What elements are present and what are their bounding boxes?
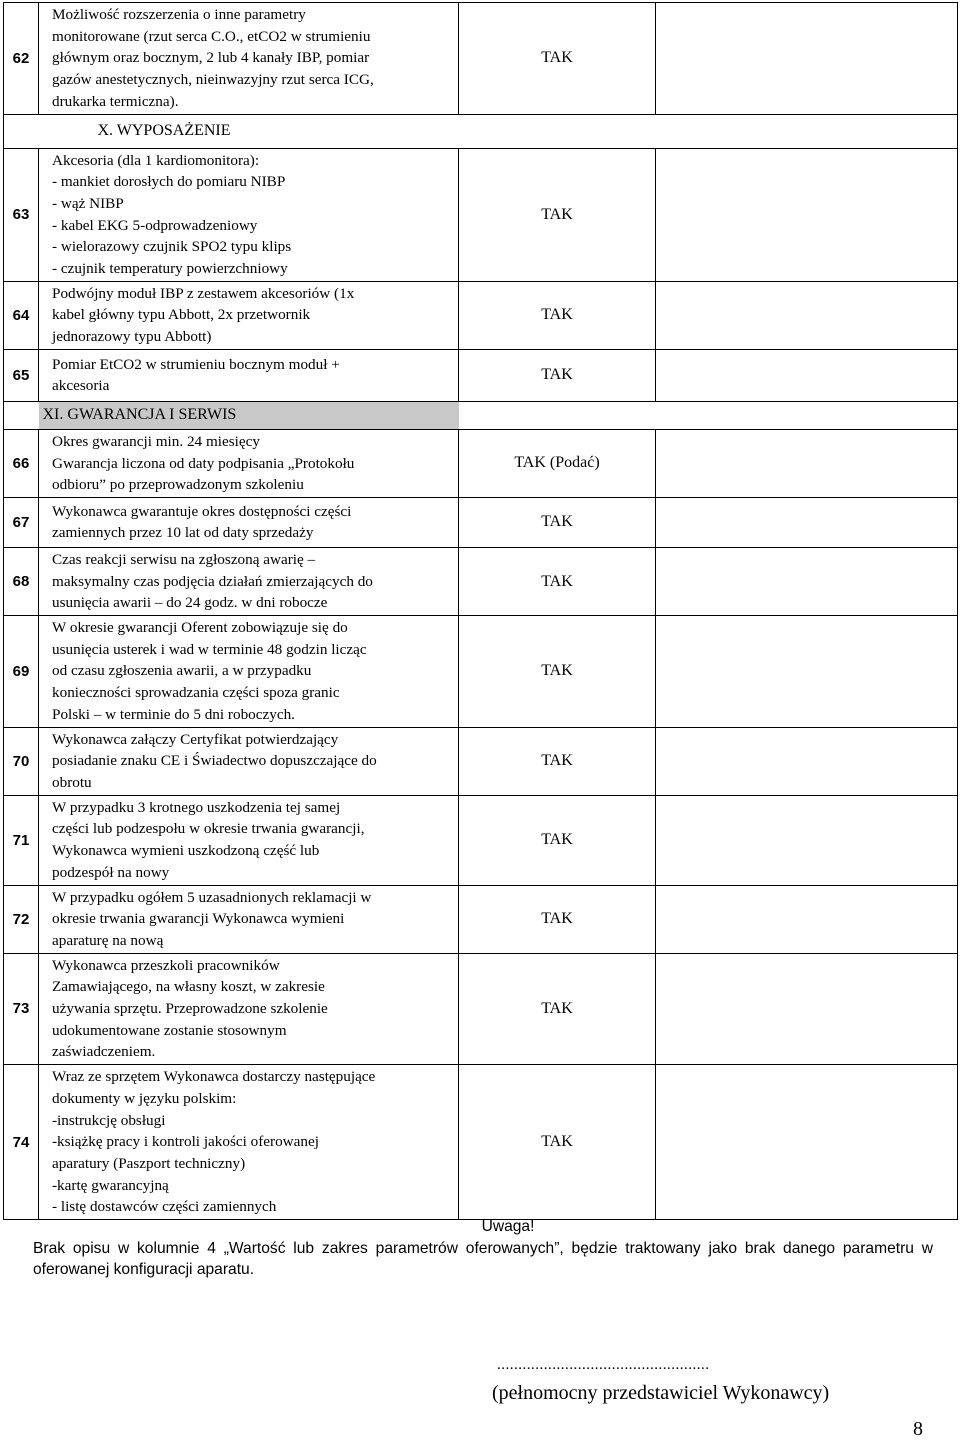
offered-value-cell[interactable] xyxy=(656,281,958,349)
description-line: Okres gwarancji min. 24 miesięcy xyxy=(52,432,260,450)
description-line: W przypadku ogółem 5 uzasadnionych reklamacji w xyxy=(52,888,372,906)
row-number: 63 xyxy=(4,148,39,281)
section-heading xyxy=(39,114,459,148)
description-line: zaświadczeniem. xyxy=(52,1043,156,1061)
description-line: aparatury (Paszport techniczny) xyxy=(52,1154,246,1172)
description-line: głównym oraz bocznym, 2 lub 4 kanały IBP, pomiar xyxy=(52,49,370,67)
section-title: XI. GWARANCJA I SERWIS xyxy=(42,406,237,424)
description-line: maksymalny czas podjęcia działań zmierzających do xyxy=(52,572,373,590)
row-answer: TAK xyxy=(459,616,656,728)
row-description xyxy=(39,885,459,953)
specification-table-body xyxy=(4,3,958,1220)
description-line: Wraz ze sprzętem Wykonawca dostarczy następujące xyxy=(52,1068,376,1086)
table-row xyxy=(4,953,958,1065)
description-line: od czasu zgłoszenia awarii, a w przypadku xyxy=(52,662,312,680)
row-answer: TAK xyxy=(459,349,656,401)
row-number: 74 xyxy=(4,1065,39,1220)
page-number: 8 xyxy=(913,1418,923,1440)
description-line: - mankiet dorosłych do pomiaru NIBP xyxy=(52,173,286,191)
section-row xyxy=(4,114,958,148)
row-answer: TAK (Podać) xyxy=(459,429,656,497)
description-line: posiadanie znaku CE i Świadectwo dopuszczające do xyxy=(52,752,377,770)
row-description xyxy=(39,1065,459,1220)
row-number: 66 xyxy=(4,429,39,497)
section-row xyxy=(4,401,958,429)
offered-value-cell[interactable] xyxy=(656,148,958,281)
description-line: aparaturę na nową xyxy=(52,931,164,949)
row-number: 69 xyxy=(4,616,39,728)
row-answer: TAK xyxy=(459,1065,656,1220)
row-answer: TAK xyxy=(459,3,656,115)
offered-value-cell[interactable] xyxy=(656,1065,958,1220)
description-line: - listę dostawców części zamiennych xyxy=(52,1198,277,1216)
row-answer: TAK xyxy=(459,497,656,547)
row-number: 65 xyxy=(4,349,39,401)
description-line: Wykonawca załączy Certyfikat potwierdzający xyxy=(52,730,339,748)
row-number: 73 xyxy=(4,953,39,1065)
row-answer: TAK xyxy=(459,885,656,953)
description-line: konieczności sprowadzania części spoza granic xyxy=(52,684,340,702)
description-line: usunięcia usterek i wad w terminie 48 godzin licząc xyxy=(52,640,367,658)
description-line: Wykonawca wymieni uszkodzoną część lub xyxy=(52,842,320,860)
row-number: 67 xyxy=(4,497,39,547)
offered-value-cell[interactable] xyxy=(656,795,958,885)
row-answer: TAK xyxy=(459,953,656,1065)
row-description xyxy=(39,148,459,281)
description-line: akcesoria xyxy=(52,377,110,395)
description-line: kabel główny typu Abbott, 2x przetwornik xyxy=(52,306,311,324)
description-line: -kartę gwarancyjną xyxy=(52,1176,169,1194)
offered-value-cell[interactable] xyxy=(656,349,958,401)
row-number: 64 xyxy=(4,281,39,349)
description-line: odbioru” po przeprowadzonym szkoleniu xyxy=(52,476,304,494)
section-title: X. WYPOSAŻENIE xyxy=(97,122,231,140)
offered-value-cell[interactable] xyxy=(656,727,958,795)
row-answer: TAK xyxy=(459,727,656,795)
row-number: 68 xyxy=(4,547,39,615)
row-number: 71 xyxy=(4,795,39,885)
description-line: Podwójny moduł IBP z zestawem akcesoriów (1x xyxy=(52,284,355,302)
table-row xyxy=(4,429,958,497)
description-line: monitorowane (rzut serca C.O., etCO2 w strumieniu xyxy=(52,27,371,45)
offered-value-cell[interactable] xyxy=(656,953,958,1065)
table-row xyxy=(4,349,958,401)
row-description xyxy=(39,429,459,497)
description-line: Czas reakcji serwisu na zgłoszoną awarię – xyxy=(52,550,316,568)
table-row xyxy=(4,148,958,281)
row-number: 70 xyxy=(4,727,39,795)
description-line: podzespół na nowy xyxy=(52,863,170,881)
table-row xyxy=(4,547,958,615)
description-line: usunięcia awarii – do 24 godz. w dni robocze xyxy=(52,594,328,612)
description-line: - wielorazowy czujnik SPO2 typu klips xyxy=(52,238,292,256)
description-line: Gwarancja liczona od daty podpisania „Protokołu xyxy=(52,454,355,472)
table-row xyxy=(4,497,958,547)
offered-value-cell[interactable] xyxy=(656,547,958,615)
signature-line: .................................................. xyxy=(497,1357,710,1373)
row-answer: TAK xyxy=(459,795,656,885)
offered-value-cell[interactable] xyxy=(656,885,958,953)
specification-table xyxy=(3,2,958,1220)
offered-value-cell[interactable] xyxy=(656,616,958,728)
signature-label: (pełnomocny przedstawiciel Wykonawcy) xyxy=(492,1382,830,1404)
section-heading xyxy=(39,401,459,429)
description-line: Wykonawca przeszkoli pracowników xyxy=(52,956,280,974)
row-number: 62 xyxy=(4,3,39,115)
row-description xyxy=(39,727,459,795)
description-line: Wykonawca gwarantuje okres dostępności części xyxy=(52,502,352,520)
row-description xyxy=(39,616,459,728)
table-row xyxy=(4,3,958,115)
row-description xyxy=(39,953,459,1065)
row-number: 72 xyxy=(4,885,39,953)
table-row xyxy=(4,281,958,349)
table-row xyxy=(4,1065,958,1220)
description-line: obrotu xyxy=(52,773,92,791)
description-line: - czujnik temperatury powierzchniowy xyxy=(52,260,288,278)
table-row xyxy=(4,795,958,885)
row-description xyxy=(39,349,459,401)
offered-value-cell[interactable] xyxy=(656,3,958,115)
note-title: Uwaga! xyxy=(481,1218,535,1235)
note-body: Brak opisu w kolumnie 4 „Wartość lub zakres parametrów oferowanych”, będzie traktowany jako brak danego parametru w oferowanej konfiguracji aparatu. xyxy=(33,1240,933,1278)
description-line: drukarka termiczna). xyxy=(52,92,179,110)
row-description xyxy=(39,281,459,349)
description-line: gazów anestetycznych, nieinwazyjny rzut serca ICG, xyxy=(52,71,374,89)
description-line: części lub podzespołu w okresie trwania gwarancji, xyxy=(52,820,365,838)
description-line: udokumentowane zostanie stosownym xyxy=(52,1021,287,1039)
row-answer: TAK xyxy=(459,148,656,281)
description-line: używania sprzętu. Przeprowadzone szkolenie xyxy=(52,1000,328,1018)
description-line: Zamawiającego, na własny koszt, w zakresie xyxy=(52,978,325,996)
description-line: - wąż NIBP xyxy=(52,194,124,212)
description-line: - kabel EKG 5-odprowadzeniowy xyxy=(52,216,258,234)
description-line: W okresie gwarancji Oferent zobowiązuje się do xyxy=(52,619,348,637)
description-line: dokumenty w języku polskim: xyxy=(52,1089,237,1107)
description-line: zamiennych przez 10 lat od daty sprzedaży xyxy=(52,524,314,542)
description-line: Pomiar EtCO2 w strumieniu bocznym moduł + xyxy=(52,355,340,373)
description-line: Polski – w terminie do 5 dni roboczych. xyxy=(52,705,295,723)
row-description xyxy=(39,3,459,115)
description-line: -książkę pracy i kontroli jakości oferowanej xyxy=(52,1133,319,1151)
description-line: Możliwość rozszerzenia o inne parametry xyxy=(52,6,306,23)
description-line: -instrukcję obsługi xyxy=(52,1111,166,1129)
offered-value-cell[interactable] xyxy=(656,429,958,497)
table-row xyxy=(4,727,958,795)
row-answer: TAK xyxy=(459,547,656,615)
row-description xyxy=(39,497,459,547)
description-line: jednorazowy typu Abbott) xyxy=(52,328,212,346)
table-row xyxy=(4,616,958,728)
table-row xyxy=(4,885,958,953)
description-line: W przypadku 3 krotnego uszkodzenia tej samej xyxy=(52,798,341,816)
description-line: Akcesoria (dla 1 kardiomonitora): xyxy=(52,151,260,169)
description-line: okresie trwania gwarancji Wykonawca wymieni xyxy=(52,910,345,928)
row-description xyxy=(39,795,459,885)
row-description xyxy=(39,547,459,615)
offered-value-cell[interactable] xyxy=(656,497,958,547)
row-answer: TAK xyxy=(459,281,656,349)
